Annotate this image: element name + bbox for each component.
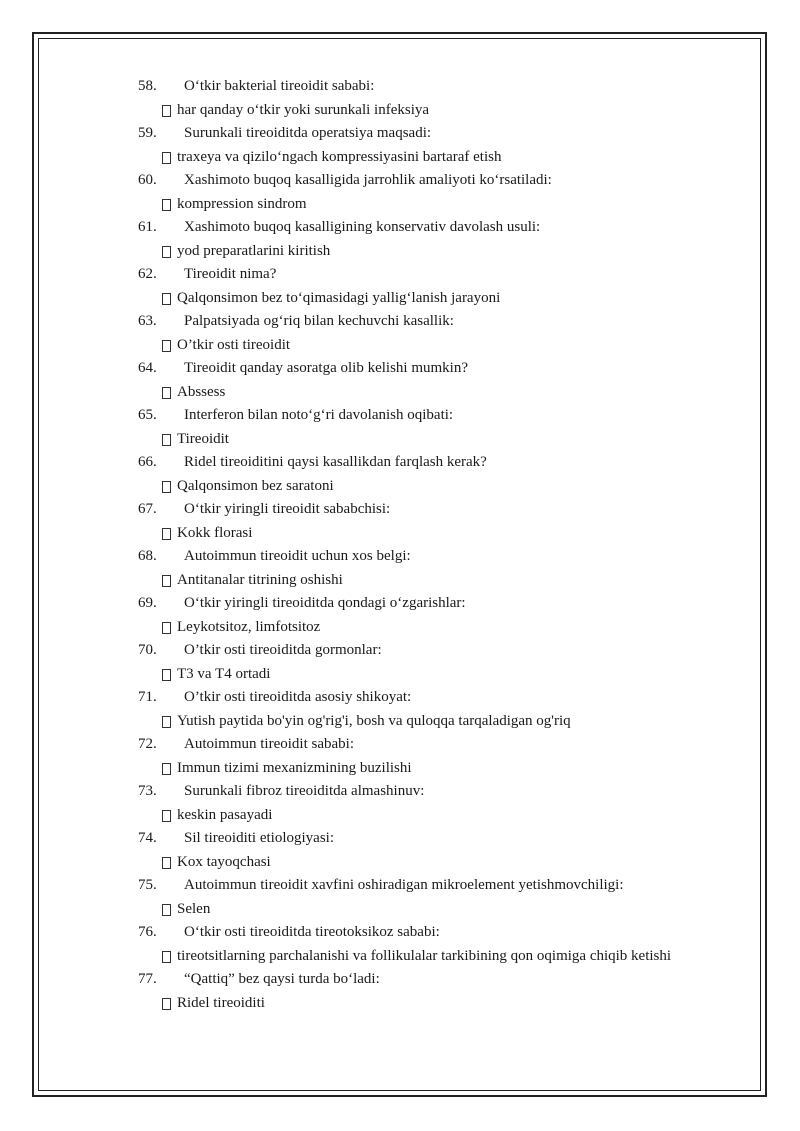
question-line (0, 921, 800, 945)
answer-line (0, 146, 800, 170)
answer-marker-icon (162, 387, 171, 399)
question-number: 62. (138, 266, 157, 282)
question-number: 71. (138, 689, 157, 705)
answer-line (0, 710, 800, 734)
answer-text: Leykotsitoz, limfotsitoz (177, 618, 321, 635)
question-item (0, 216, 800, 263)
question-number: 61. (138, 219, 157, 235)
question-item (0, 874, 800, 921)
question-text: Sil tireoiditi etiologiyasi: (184, 830, 334, 846)
question-text: O’tkir osti tireoiditda gormonlar: (184, 642, 382, 658)
question-text: Autoimmun tireoidit xavfini oshiradigan mikroelement yetishmovchiligi: (184, 877, 624, 893)
answer-text: Ridel tireoiditi (177, 994, 265, 1011)
answer-marker-icon (162, 575, 171, 587)
answer-text: har qanday o‘tkir yoki surunkali infeksiya (177, 101, 430, 118)
question-text: Xashimoto buqoq kasalligining konservativ davolash usuli: (184, 219, 541, 235)
question-item (0, 404, 800, 451)
question-text: Surunkali fibroz tireoiditda almashinuv: (184, 783, 425, 799)
question-line (0, 310, 800, 334)
answer-text: Yutish paytida bo'yin og'rig'i, bosh va quloqqa tarqaladigan og'riq (177, 712, 571, 729)
question-text: O‘tkir bakterial tireoidit sababi: (184, 78, 375, 94)
question-text: O’tkir osti tireoiditda asosiy shikoyat: (184, 689, 412, 705)
answer-text: Antitanalar titrining oshishi (177, 571, 343, 588)
question-text: Palpatsiyada og‘riq bilan kechuvchi kasallik: (184, 313, 454, 329)
answer-line (0, 381, 800, 405)
question-item (0, 310, 800, 357)
answer-marker-icon (162, 152, 171, 164)
question-line (0, 592, 800, 616)
question-list (0, 75, 800, 1015)
answer-marker-icon (162, 669, 171, 681)
question-number: 64. (138, 360, 157, 376)
question-item (0, 780, 800, 827)
question-number: 69. (138, 595, 157, 611)
question-item (0, 545, 800, 592)
question-line (0, 451, 800, 475)
question-text: Xashimoto buqoq kasalligida jarrohlik amaliyoti ko‘rsatiladi: (184, 172, 552, 188)
answer-line (0, 240, 800, 264)
question-line (0, 874, 800, 898)
answer-text: yod preparatlarini kiritish (177, 242, 331, 259)
answer-line (0, 193, 800, 217)
answer-marker-icon (162, 528, 171, 540)
question-number: 65. (138, 407, 157, 423)
answer-text: traxeya va qizilo‘ngach kompressiyasini bartaraf etish (177, 148, 502, 165)
question-text: “Qattiq” bez qaysi turda bo‘ladi: (184, 971, 380, 987)
question-line (0, 545, 800, 569)
question-line (0, 733, 800, 757)
question-text: Surunkali tireoiditda operatsiya maqsadi: (184, 125, 432, 141)
answer-text: Kokk florasi (177, 524, 253, 541)
question-number: 66. (138, 454, 157, 470)
question-line (0, 263, 800, 287)
answer-line (0, 851, 800, 875)
answer-line (0, 992, 800, 1016)
answer-line (0, 898, 800, 922)
question-item (0, 827, 800, 874)
answer-marker-icon (162, 951, 171, 963)
question-item (0, 451, 800, 498)
answer-line (0, 475, 800, 499)
question-text: Ridel tireoiditini qaysi kasallikdan farqlash kerak? (184, 454, 487, 470)
answer-line (0, 663, 800, 687)
answer-line (0, 804, 800, 828)
answer-marker-icon (162, 716, 171, 728)
answer-marker-icon (162, 199, 171, 211)
answer-text: Qalqonsimon bez to‘qimasidagi yallig‘lanish jarayoni (177, 289, 501, 306)
question-text: Autoimmun tireoidit uchun xos belgi: (184, 548, 411, 564)
question-item (0, 357, 800, 404)
question-line (0, 780, 800, 804)
question-text: O‘tkir yiringli tireoidit sababchisi: (184, 501, 391, 517)
answer-line (0, 522, 800, 546)
question-line (0, 122, 800, 146)
question-item (0, 968, 800, 1015)
answer-marker-icon (162, 622, 171, 634)
question-text: O‘tkir yiringli tireoiditda qondagi o‘zgarishlar: (184, 595, 466, 611)
question-number: 75. (138, 877, 157, 893)
answer-line (0, 99, 800, 123)
answer-marker-icon (162, 857, 171, 869)
question-item (0, 639, 800, 686)
answer-text: Kox tayoqchasi (177, 853, 271, 870)
question-line (0, 639, 800, 663)
answer-text: tireotsitlarning parchalanishi va follikulalar tarkibining qon oqimiga chiqib ketishi (177, 947, 672, 964)
question-line (0, 827, 800, 851)
answer-text: O’tkir osti tireoidit (177, 336, 291, 353)
answer-text: Tireoidit (177, 430, 229, 447)
question-text: O‘tkir osti tireoiditda tireotoksikoz sababi: (184, 924, 440, 940)
question-number: 63. (138, 313, 157, 329)
answer-text: Abssess (177, 383, 226, 400)
answer-marker-icon (162, 105, 171, 117)
question-item (0, 169, 800, 216)
answer-line (0, 757, 800, 781)
question-number: 72. (138, 736, 157, 752)
answer-marker-icon (162, 904, 171, 916)
answer-line (0, 616, 800, 640)
answer-marker-icon (162, 481, 171, 493)
question-number: 68. (138, 548, 157, 564)
answer-text: Selen (177, 900, 211, 917)
question-item (0, 733, 800, 780)
answer-marker-icon (162, 246, 171, 258)
question-item (0, 263, 800, 310)
question-number: 70. (138, 642, 157, 658)
answer-text: T3 va T4 ortadi (177, 665, 271, 682)
question-number: 67. (138, 501, 157, 517)
answer-marker-icon (162, 810, 171, 822)
answer-line (0, 428, 800, 452)
answer-marker-icon (162, 340, 171, 352)
question-text: Autoimmun tireoidit sababi: (184, 736, 354, 752)
question-line (0, 357, 800, 381)
question-item (0, 686, 800, 733)
question-line (0, 404, 800, 428)
question-text: Interferon bilan noto‘g‘ri davolanish oqibati: (184, 407, 454, 423)
answer-text: keskin pasayadi (177, 806, 273, 823)
question-number: 73. (138, 783, 157, 799)
answer-line (0, 569, 800, 593)
question-item (0, 498, 800, 545)
answer-text: kompression sindrom (177, 195, 307, 212)
question-text: Tireoidit qanday asoratga olib kelishi mumkin? (184, 360, 468, 376)
question-number: 58. (138, 78, 157, 94)
question-line (0, 75, 800, 99)
answer-marker-icon (162, 998, 171, 1010)
answer-marker-icon (162, 763, 171, 775)
question-text: Tireoidit nima? (184, 266, 277, 282)
answer-line (0, 945, 800, 969)
question-number: 77. (138, 971, 157, 987)
question-item (0, 592, 800, 639)
answer-text: Qalqonsimon bez saratoni (177, 477, 334, 494)
question-number: 74. (138, 830, 157, 846)
question-item (0, 921, 800, 968)
answer-text: Immun tizimi mexanizmining buzilishi (177, 759, 412, 776)
question-line (0, 216, 800, 240)
question-number: 60. (138, 172, 157, 188)
question-line (0, 686, 800, 710)
answer-marker-icon (162, 293, 171, 305)
question-line (0, 968, 800, 992)
answer-marker-icon (162, 434, 171, 446)
question-number: 59. (138, 125, 157, 141)
question-item (0, 122, 800, 169)
answer-line (0, 334, 800, 358)
question-line (0, 169, 800, 193)
question-number: 76. (138, 924, 157, 940)
answer-line (0, 287, 800, 311)
question-item (0, 75, 800, 122)
question-line (0, 498, 800, 522)
